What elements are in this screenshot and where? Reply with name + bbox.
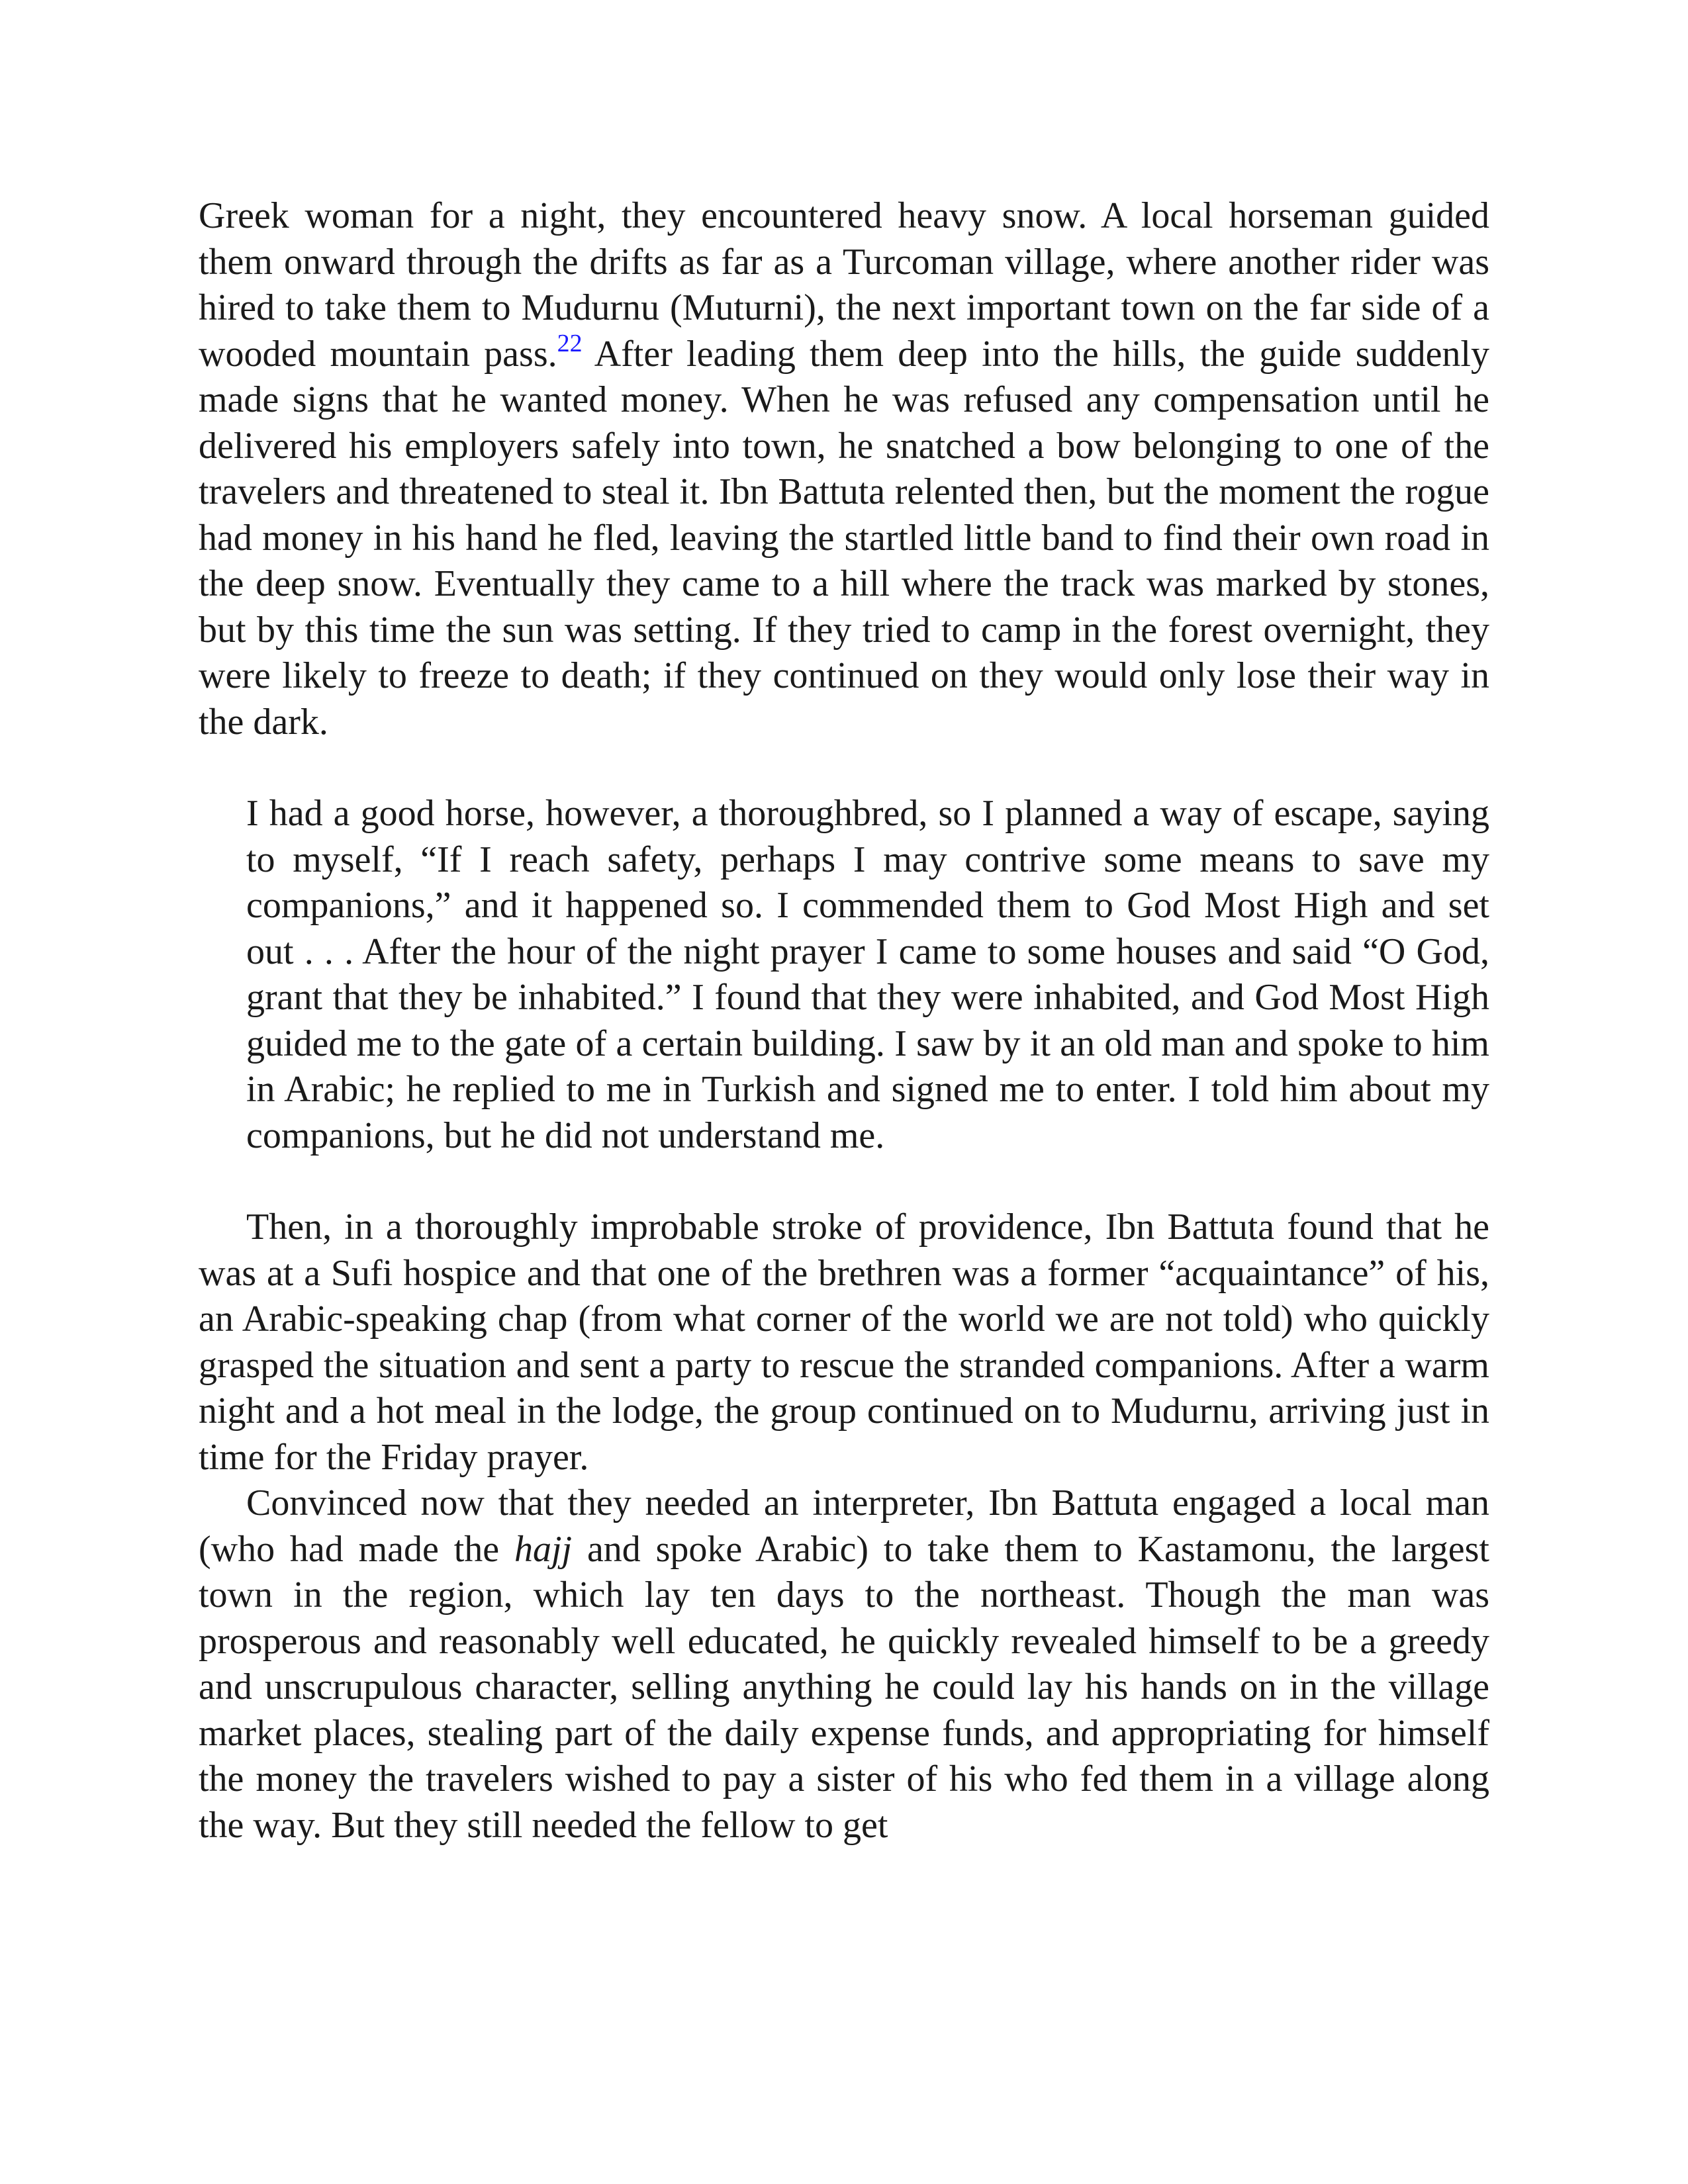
- paragraph-text: Greek woman for a night, they encountered heavy snow. A local horseman guided them onward through the drifts as far as a Turcoman village, where another rider was hired to take them to Mudurnu (Muturni), the next important town on the far side of a wooded mountain pass.: [199, 195, 1489, 375]
- paragraph-sufi-hospice: Then, in a thoroughly improbable stroke of providence, Ibn Battuta found that he was at a Sufi hospice and that one of the brethren was a former “acquaintance” of his, an Arabic-speaking chap (from what corner of the world we are not told) who quickly grasped the situation and sent a party to rescue the stranded companions. After a warm night and a hot meal in the lodge, the group continued on to Mudurnu, arriving just in time for the Friday prayer.: [199, 1206, 1489, 1478]
- footnote-22-link[interactable]: 22: [557, 329, 583, 357]
- paragraph-text: After leading them deep into the hills, the guide suddenly made signs that he wanted money. When he was refused any compensation until he delivered his employers safely into town, he snatched a bow belonging to one of the travelers and threatened to steal it. Ibn Battuta relented then, but the moment the rogue had money in his hand he fled, leaving the startled little band to find their own road in the deep snow. Eventually they came to a hill where the track was marked by stones, but by this time the sun was setting. If they tried to camp in the forest overnight, they were likely to freeze to death; if they continued on they would only lose their way in the dark.: [199, 333, 1489, 743]
- paragraph-snow-journey: [199, 193, 1489, 745]
- paragraph-text: Convinced now that they needed an interpreter, Ibn Battuta engaged a local man (who had made the: [199, 1482, 1489, 1570]
- block-quotation: I had a good horse, however, a thoroughbred, so I planned a way of escape, saying to myself, “If I reach safety, perhaps I may contrive some means to save my companions,” and it happened so. I commended them to God Most High and set out . . . After the hour of the night prayer I came to some houses and said “O God, grant that they be inhabited.” I found that they were inhabited, and God Most High guided me to the gate of a certain building. I saw by it an old man and spoke to him in Arabic; he replied to me in Turkish and signed me to enter. I told him about my companions, but he did not understand me.: [246, 793, 1489, 1156]
- body-text: [199, 193, 1489, 1848]
- paragraph-text: and spoke Arabic) to take them to Kastamonu, the largest town in the region, which lay ten days to the northeast. Though the man was prosperous and reasonably well educated, he quickly revealed himself to be a greedy and unscrupulous character, selling anything he could lay his hands on in the village market places, stealing part of the daily expense funds, and appropriating for himself the money the travelers wished to pay a sister of his who fed them in a village along the way. But they still needed the fellow to get: [199, 1528, 1489, 1846]
- italic-term-hajj: hajj: [514, 1528, 573, 1570]
- paragraph-interpreter: [199, 1480, 1489, 1848]
